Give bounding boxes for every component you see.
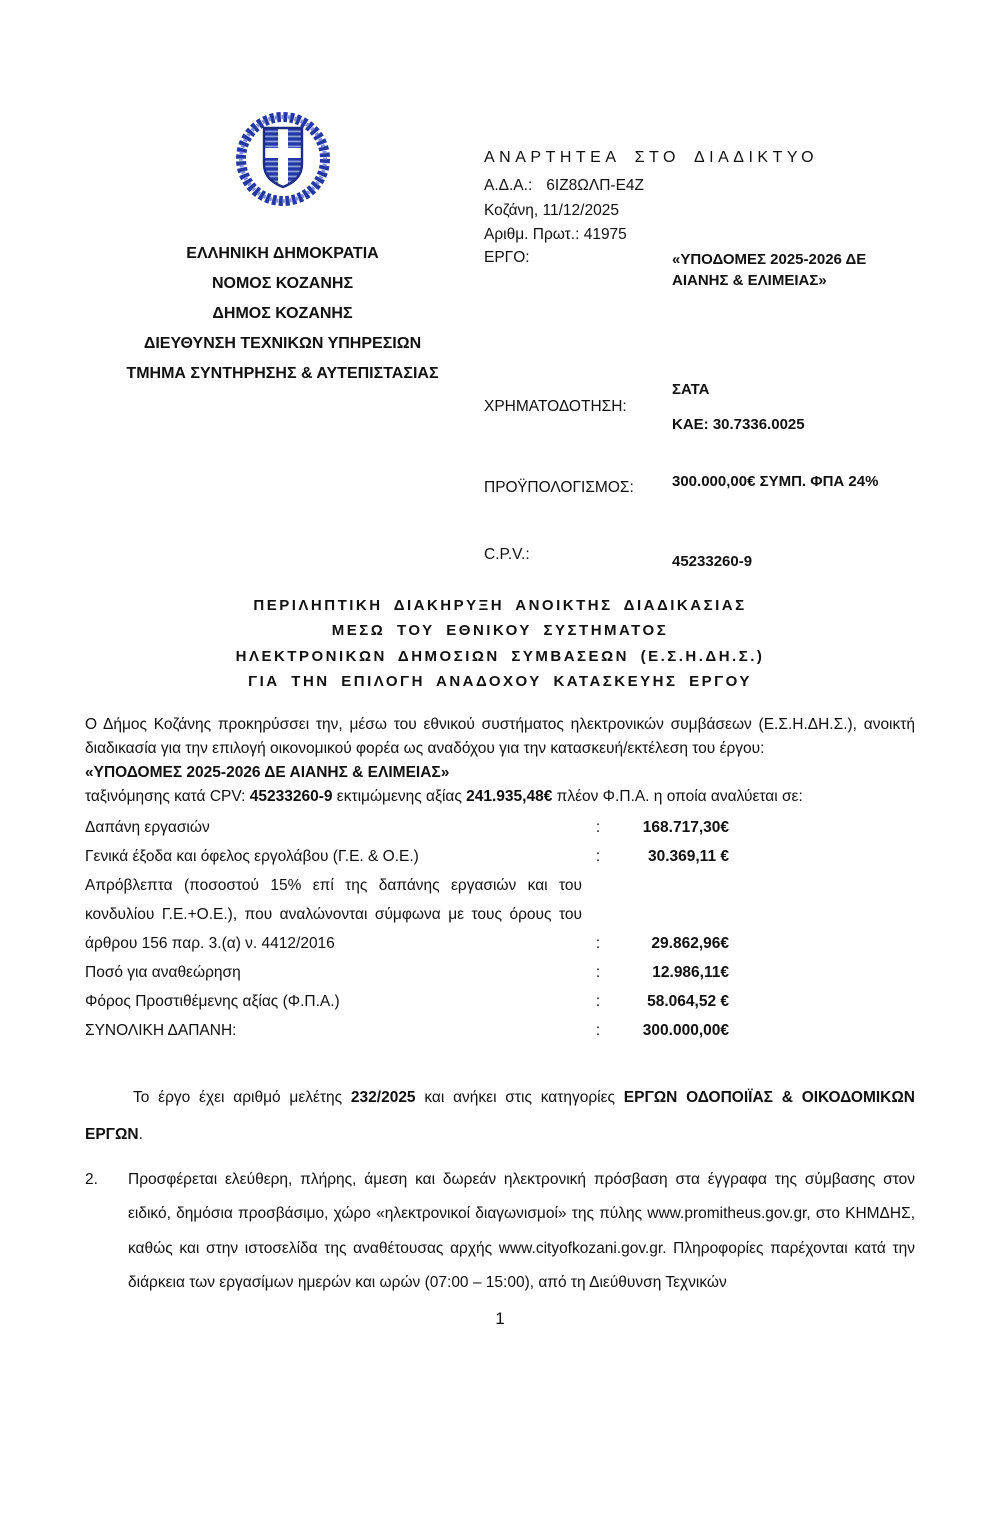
cost-value: 300.000,00€ [642, 1021, 729, 1039]
funding-label: ΧΡΗΜΑΤΟΔΟΤΗΣΗ: [484, 397, 627, 415]
cost-value: 29.862,96€ [651, 934, 729, 952]
cost-row-total [85, 1016, 915, 1045]
intro-value-prefix: εκτιμώμενης αξίας [332, 787, 467, 805]
ada-line [484, 174, 915, 199]
study-text: . [138, 1125, 143, 1143]
cost-colon: : [595, 963, 601, 981]
header-meta-block [480, 103, 915, 570]
cost-label: ΣΥΝΟΛΙΚΗ ΔΑΠΑΝΗ: [85, 1021, 237, 1039]
item-text: . Πληροφορίες παρέχονται κατά την διάρκεια των εργασίμων ημερών και ωρών (07:00 – 15:00), από τη Διεύθυνση Τεχνικών [128, 1239, 916, 1291]
authority-line-directorate: ΔΙΕΥΘΥΝΣΗ ΤΕΧΝΙΚΩΝ ΥΠΗΡΕΣΙΩΝ [143, 335, 422, 352]
study-number: 232/2025 [350, 1088, 416, 1106]
protocol-line: Αριθμ. Πρωτ.: 41975 [484, 226, 627, 243]
cost-label: Δαπάνη εργασιών [85, 818, 210, 836]
item-number: 2. [85, 1170, 98, 1188]
anartitea-label: ΑΝΑΡΤΗΤΕΑ ΣΤΟ ΔΙΑΔΙΚΤΥΟ [484, 149, 819, 166]
cost-row-revision [85, 958, 915, 987]
title-line-3: ΗΛΕΚΤΡΟΝΙΚΩΝ ΔΗΜΟΣΙΩΝ ΣΥΜΒΑΣΕΩΝ (Ε.Σ.Η.ΔΗ.Σ.) [235, 647, 765, 665]
cpv-field [484, 545, 915, 570]
item-text: Προσφέρεται ελεύθερη, πλήρης, άμεση και δωρεάν ηλεκτρονική πρόσβαση στα έγγραφα της σύμβασης στον ειδικό, δημόσια προσβάσιμο, χώρο «ηλεκτρονικοί διαγωνισμοί» της πύλης [128, 1170, 915, 1222]
funding-kae: ΚΑΕ: 30.7336.0025 [672, 415, 805, 433]
cost-row-works [85, 813, 915, 842]
funding-value [672, 379, 915, 435]
cost-colon: : [595, 934, 601, 952]
document-header [85, 103, 915, 570]
cost-colon: : [595, 847, 601, 865]
cost-row-contingency [85, 871, 915, 958]
authority-line-prefecture: ΝΟΜΟΣ ΚΟΖΑΝΗΣ [211, 275, 354, 292]
ada-label: Α.Δ.Α.: [484, 177, 533, 194]
issuing-authority-block [85, 103, 480, 567]
item-text: , στο ΚΗΜΔΗΣ, καθώς και στην ιστοσελίδα της αναθέτουσας αρχής [128, 1205, 915, 1257]
budget-label: ΠΡΟΫΠΟΛΟΓΙΣΜΟΣ: [484, 478, 634, 496]
cost-label: Απρόβλεπτα (ποσοστού 15% επί της δαπάνης εργασιών και του κονδυλίου Γ.Ε.+Ο.Ε.), που αναλώνονται σύμφωνα με τους όρους του άρθρου 156 παρ. 3.(α) ν. 4412/2016 [85, 876, 582, 952]
cost-value: 168.717,30€ [642, 818, 729, 836]
cost-row-overheads [85, 842, 915, 871]
cost-colon: : [595, 992, 601, 1010]
budget-value: 300.000,00€ ΣΥΜΠ. ΦΠΑ 24% [672, 472, 879, 490]
greek-coat-of-arms-icon [235, 103, 331, 213]
title-line-4: ΓΙΑ ΤΗΝ ΕΠΙΛΟΓΗ ΑΝΑΔΟΧΟΥ ΚΑΤΑΣΚΕΥΗΣ ΕΡΓΟΥ [248, 673, 752, 690]
intro-cpv-line [85, 785, 915, 809]
cost-row-vat [85, 987, 915, 1016]
cost-colon: : [595, 1021, 601, 1039]
document-page [0, 103, 1000, 1329]
title-line-2: ΜΕΣΩ ΤΟΥ ΕΘΝΙΚΟΥ ΣΥΣΤΗΜΑΤΟΣ [331, 622, 669, 639]
document-title [85, 593, 915, 695]
cpv-value: 45233260-9 [672, 552, 753, 570]
cost-label: Ποσό για αναθεώρηση [85, 963, 241, 981]
cpv-label: C.P.V.: [484, 545, 530, 563]
study-text: Το έργο έχει αριθμό μελέτης [133, 1088, 351, 1106]
study-text: και ανήκει στις κατηγορίες [415, 1088, 624, 1106]
title-line-1: ΠΕΡΙΛΗΠΤΙΚΗ ΔΙΑΚΗΡΥΞΗ ΑΝΟΙΚΤΗΣ ΔΙΑΔΙΚΑΣΙΑΣ [253, 596, 747, 614]
page-number: 1 [495, 1308, 505, 1328]
numbered-item-2 [85, 1163, 915, 1301]
intro-cpv-prefix: ταξινόμησης κατά CPV: [85, 787, 250, 805]
intro-paragraph: Ο Δήμος Κοζάνης προκηρύσσει την, μέσω του εθνικού συστήματος ηλεκτρονικών συμβάσεων (Ε.Σ.Η.ΔΗ.Σ.), ανοικτή διαδικασία για την επιλογή οικονομικού φορέα ως αναδόχου για την κατασκευή/εκτέλεση του έργου: [85, 715, 915, 757]
authority-line-municipality: ΔΗΜΟΣ ΚΟΖΑΝΗΣ [212, 305, 353, 322]
intro-estimated-value: 241.935,48€ [466, 787, 553, 805]
cost-value: 12.986,11€ [652, 963, 729, 981]
authority-line-department: ΤΜΗΜΑ ΣΥΝΤΗΡΗΣΗΣ & ΑΥΤΕΠΙΣΤΑΣΙΑΣ [126, 365, 439, 382]
intro-suffix: πλέον Φ.Π.Α. η οποία αναλύεται σε: [552, 787, 803, 805]
cityofkozani-url-text: www.cityofkozani.gov.gr [498, 1239, 663, 1257]
city-date-line: Κοζάνη, 11/12/2025 [484, 201, 619, 219]
cost-colon: : [595, 818, 601, 836]
promitheus-url-text: www.promitheus.gov.gr [647, 1205, 807, 1222]
cost-label: Φόρος Προστιθέμενης αξίας (Φ.Π.Α.) [85, 992, 340, 1010]
item-body [128, 1163, 915, 1301]
authority-line-republic: ΕΛΛΗΝΙΚΗ ΔΗΜΟΚΡΑΤΙΑ [186, 245, 379, 262]
project-field [484, 249, 915, 291]
cost-label: Γενικά έξοδα και όφελος εργολάβου (Γ.Ε. & Ο.Ε.) [85, 847, 419, 865]
ada-value: 6ΙΖ8ΩΛΠ-Ε4Ζ [546, 177, 645, 194]
cost-breakdown-table [85, 813, 915, 1045]
intro-section [85, 713, 915, 809]
cost-value: 58.064,52 € [647, 992, 729, 1010]
intro-project-title: «ΥΠΟΔΟΜΕΣ 2025-2026 ΔΕ ΑΙΑΝΗΣ & ΕΛΙΜΕΙΑΣ» [85, 763, 450, 781]
project-label: ΕΡΓΟ: [484, 248, 530, 266]
study-categories: ΕΡΓΩΝ ΟΔΟΠΟΙΪΑΣ & ΟΙΚΟΔΟΜΙΚΩΝ ΕΡΓΩΝ [85, 1088, 915, 1143]
project-value: «ΥΠΟΔΟΜΕΣ 2025-2026 ΔΕ ΑΙΑΝΗΣ & ΕΛΙΜΕΙΑΣ» [672, 250, 867, 289]
intro-cpv-code: 45233260-9 [249, 787, 333, 805]
funding-field [484, 379, 915, 435]
study-paragraph [85, 1079, 915, 1153]
cost-value: 30.369,11 € [647, 847, 729, 865]
funding-source: ΣΑΤΑ [672, 380, 710, 398]
budget-field [484, 472, 915, 500]
